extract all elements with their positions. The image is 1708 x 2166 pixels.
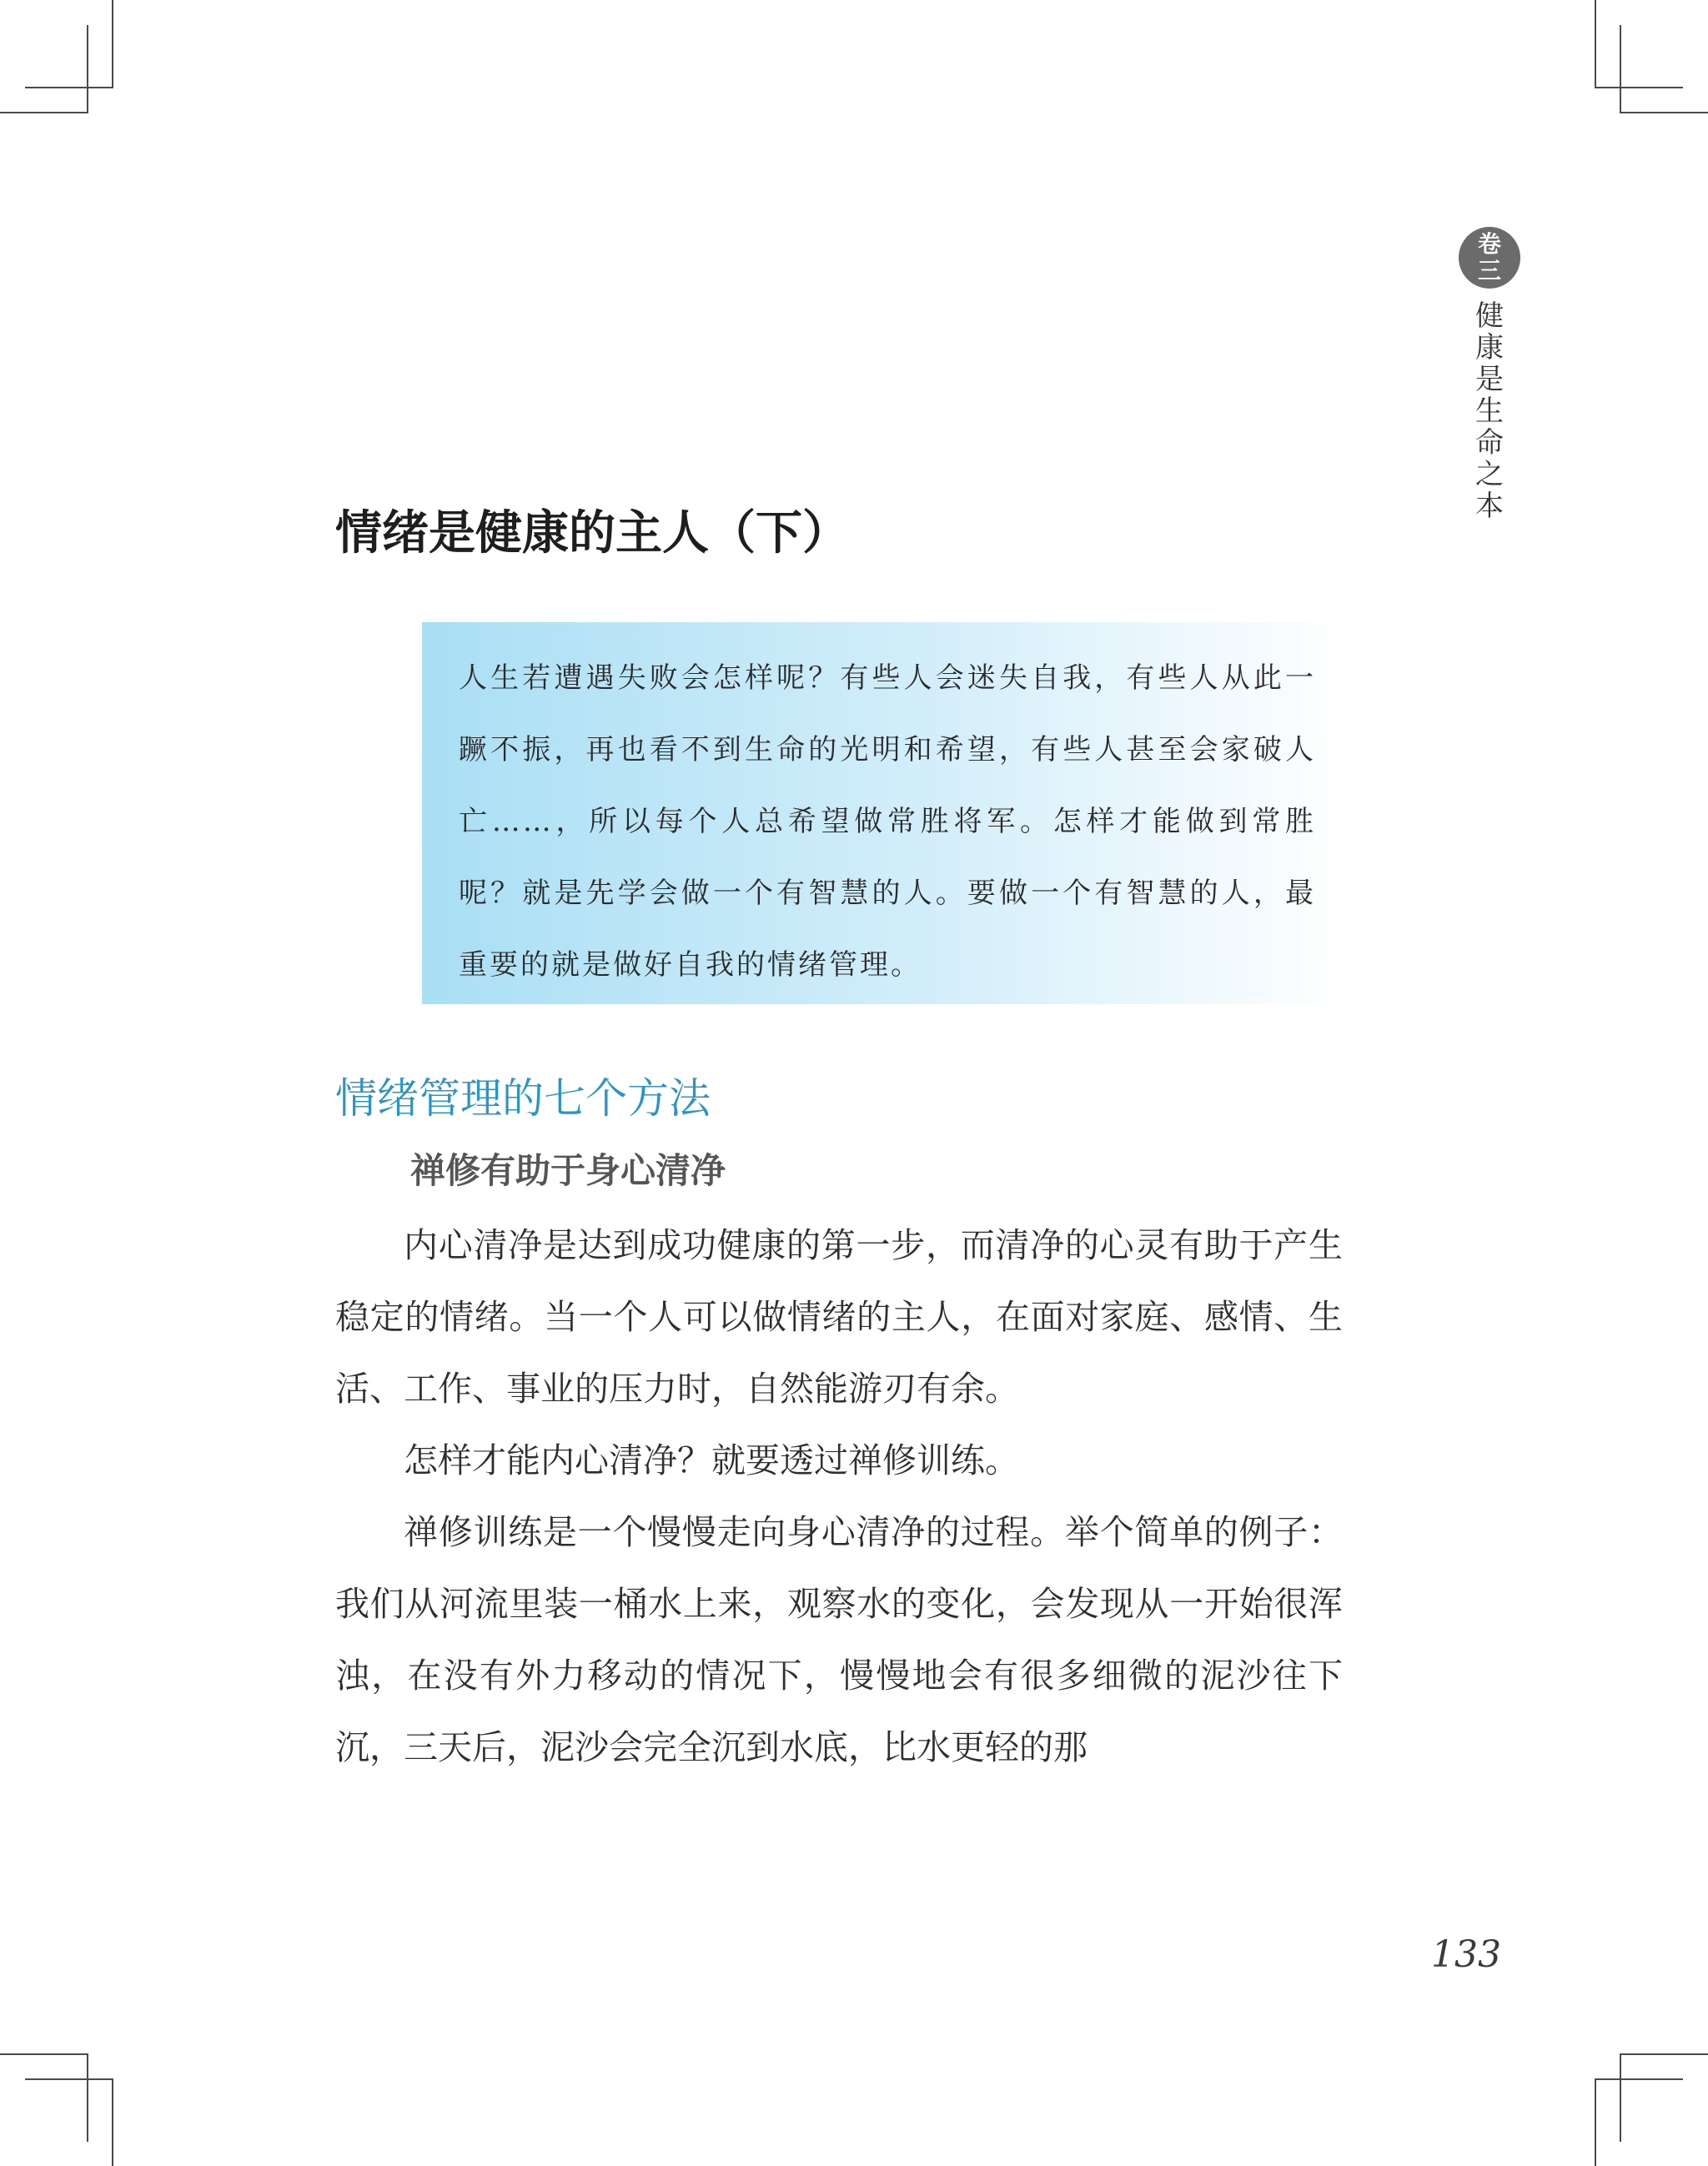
crop-mark-top-right-v	[1620, 25, 1621, 113]
page-number: 133	[1431, 1933, 1501, 1976]
sub-heading: 禅修有助于身心清净	[410, 1150, 726, 1191]
crop-mark-top-left-v2	[112, 0, 113, 88]
crop-mark-top-right-h2	[1620, 112, 1708, 113]
crop-mark-bottom-left-h2	[25, 2078, 113, 2080]
volume-badge	[1459, 227, 1520, 289]
intro-text: 人生若遭遇失败会怎样呢？有些人会迷失自我，有些人从此一蹶不振，再也看不到生命的光明和希望，有些人甚至会家破人亡……，所以每个人总希望做常胜将军。怎样才能做到常胜呢？就是先学会做一个有智慧的人。要做一个有智慧的人，最重要的就是做好自我的情绪管理。	[459, 661, 1316, 982]
chapter-title-vertical: 健康是生命之本	[1475, 299, 1504, 523]
crop-mark-bottom-right-h	[1620, 2053, 1708, 2055]
section-heading: 情绪管理的七个方法	[335, 1074, 711, 1123]
volume-badge-char: 卷	[1477, 230, 1501, 258]
crop-mark-bottom-right-v2	[1595, 2078, 1596, 2166]
crop-mark-bottom-left-v2	[112, 2078, 113, 2166]
crop-mark-bottom-right-h2	[1595, 2078, 1683, 2080]
crop-mark-top-left-h2	[0, 112, 88, 113]
body-text	[335, 1209, 1343, 1783]
crop-mark-bottom-left-v	[87, 2053, 88, 2142]
volume-badge-char: 三	[1477, 257, 1501, 284]
body-paragraph: 内心清净是达到成功健康的第一步，而清净的心灵有助于产生稳定的情绪。当一个人可以做情绪的主人，在面对家庭、感情、生活、工作、事业的压力时，自然能游刃有余。	[335, 1225, 1343, 1409]
page-title: 情绪是健康的主人（下）	[335, 506, 849, 560]
crop-mark-bottom-left-h	[0, 2053, 88, 2055]
intro-box	[422, 622, 1349, 1004]
body-paragraph: 禅修训练是一个慢慢走向身心清净的过程。举个简单的例子：我们从河流里装一桶水上来，观察水的变化，会发现从一开始很浑浊，在没有外力移动的情况下，慢慢地会有很多细微的泥沙往下沉，三天后，泥沙会完全沉到水底，比水更轻的那	[335, 1512, 1343, 1767]
crop-mark-top-left-h	[25, 87, 113, 88]
body-paragraph: 怎样才能内心清净？就要透过禅修训练。	[404, 1440, 1019, 1480]
crop-mark-top-right-h	[1595, 87, 1683, 88]
crop-mark-top-left-v	[87, 25, 88, 113]
crop-mark-top-right-v2	[1595, 0, 1596, 88]
crop-mark-bottom-right-v	[1620, 2053, 1621, 2142]
